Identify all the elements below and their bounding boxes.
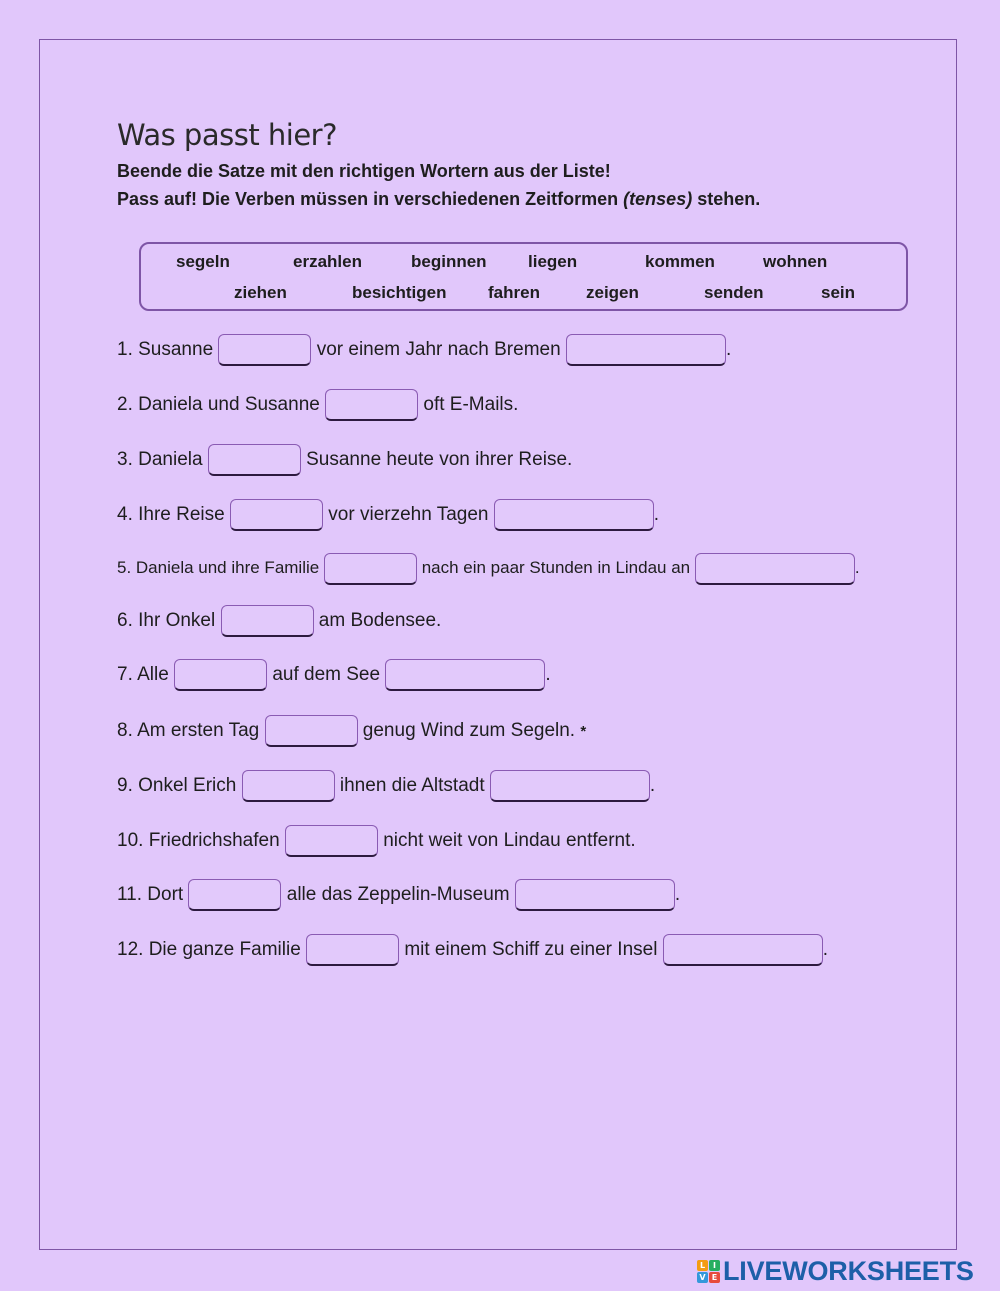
logo-letter-e: E — [709, 1272, 720, 1283]
answer-field-1b[interactable] — [566, 334, 726, 366]
word-bank-item: erzahlen — [293, 252, 362, 271]
answer-field-7b[interactable] — [385, 659, 545, 691]
answer-field-10a[interactable] — [285, 825, 378, 857]
word-bank-item: zeigen — [586, 283, 639, 302]
answer-field-12a[interactable] — [306, 934, 399, 966]
worksheet-title: Was passt hier? — [117, 118, 337, 152]
sentence-8: 8. Am ersten Tag genug Wind zum Segeln. * — [117, 714, 586, 748]
word-bank-item: kommen — [645, 252, 715, 271]
word-bank — [139, 242, 908, 311]
answer-field-9b[interactable] — [490, 770, 650, 802]
worksheet-frame — [39, 39, 957, 1250]
answer-field-5b[interactable] — [695, 553, 855, 585]
word-bank-item: sein — [821, 283, 856, 302]
answer-field-3a[interactable] — [208, 444, 301, 476]
answer-field-6a[interactable] — [221, 605, 314, 637]
sentence-4: 4. Ihre Reise vor vierzehn Tagen . — [117, 498, 659, 532]
sentence-7: 7. Alle auf dem See . — [117, 658, 551, 692]
word-bank-item: ziehen — [234, 283, 287, 302]
sentence-5: 5. Daniela und ihre Familie nach ein paar Stunden in Lindau an . — [117, 551, 860, 585]
tenses-emphasis: (tenses) — [623, 189, 693, 209]
asterisk-note: * — [580, 723, 587, 740]
answer-field-12b[interactable] — [663, 934, 823, 966]
word-bank-item: wohnen — [763, 252, 828, 271]
answer-field-9a[interactable] — [242, 770, 335, 802]
logo-text: LIVEWORKSHEETS — [723, 1255, 974, 1286]
answer-field-5a[interactable] — [324, 553, 417, 585]
sentence-3: 3. Daniela Susanne heute von ihrer Reise. — [117, 443, 572, 477]
answer-field-2a[interactable] — [325, 389, 418, 421]
sentence-11: 11. Dort alle das Zeppelin-Museum . — [117, 878, 680, 912]
word-bank-item: beginnen — [411, 252, 487, 271]
answer-field-4b[interactable] — [494, 499, 654, 531]
liveworksheets-icon — [697, 1260, 720, 1283]
sentence-1: 1. Susanne vor einem Jahr nach Bremen . — [117, 333, 731, 367]
answer-field-7a[interactable] — [174, 659, 267, 691]
answer-field-4a[interactable] — [230, 499, 323, 531]
word-bank-item: segeln — [176, 252, 230, 271]
logo-letter-i: I — [709, 1260, 720, 1271]
word-bank-item: senden — [704, 283, 764, 302]
word-bank-item: fahren — [488, 283, 540, 302]
word-bank-item: liegen — [528, 252, 578, 271]
sentence-10: 10. Friedrichshafen nicht weit von Lindau entfernt. — [117, 824, 636, 858]
instruction-line-2: Pass auf! Die Verben müssen in verschiedenen Zeitformen (tenses) stehen. — [117, 189, 761, 209]
sentence-12: 12. Die ganze Familie mit einem Schiff zu einer Insel . — [117, 933, 828, 967]
sentence-9: 9. Onkel Erich ihnen die Altstadt . — [117, 769, 655, 803]
instruction-line-1: Beende die Satze mit den richtigen Wortern aus der Liste! — [117, 161, 611, 181]
answer-field-1a[interactable] — [218, 334, 311, 366]
logo-letter-v: V — [697, 1272, 708, 1283]
answer-field-11b[interactable] — [515, 879, 675, 911]
liveworksheets-logo[interactable] — [697, 1256, 974, 1286]
logo-letter-l: L — [697, 1260, 708, 1271]
word-bank-item: besichtigen — [352, 283, 447, 302]
answer-field-11a[interactable] — [188, 879, 281, 911]
sentence-2: 2. Daniela und Susanne oft E-Mails. — [117, 388, 518, 422]
sentence-6: 6. Ihr Onkel am Bodensee. — [117, 604, 441, 638]
answer-field-8a[interactable] — [265, 715, 358, 747]
